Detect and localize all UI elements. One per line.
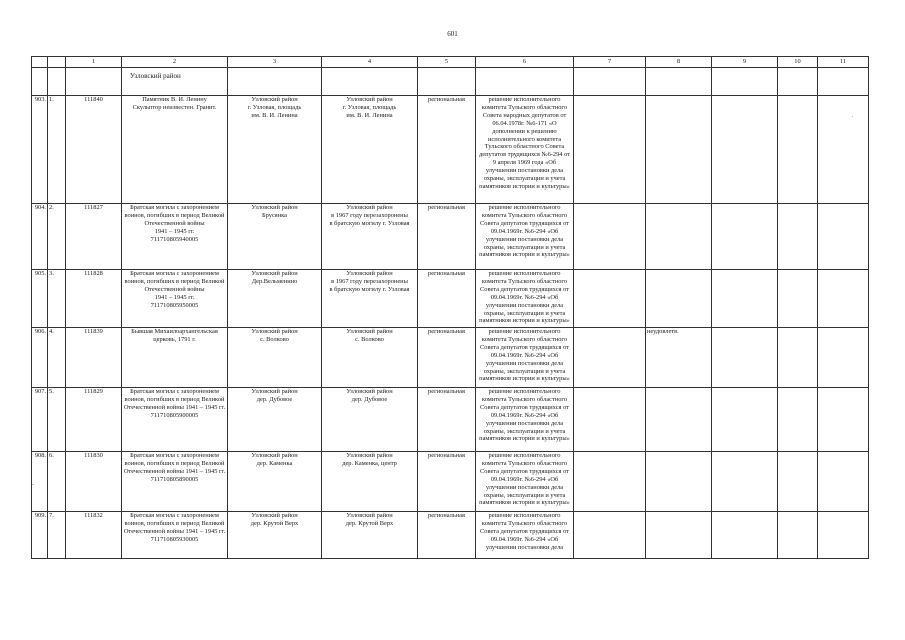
condition-note: неудовлетв. xyxy=(646,328,712,388)
legal-document: решение исполнительного комитета Тульского областного Совета народных депутатов от 06.04.1978г. №6-171 «О дополнении к решению исполнительного комитета Тульского областного Совета депутатов трудящихся №6-294 от 9 апреля 1969 года «Об улучшении постановки дела охраны, эксплуатации и учета памятников истории и культуры» xyxy=(476,96,574,204)
header-col-7: 7 xyxy=(574,57,646,68)
empty-cell xyxy=(778,96,818,204)
object-address: Узловский район с. Волково xyxy=(322,328,418,388)
empty-cell xyxy=(712,452,778,512)
empty-cell xyxy=(778,512,818,559)
empty-cell xyxy=(574,270,646,328)
object-location: Узловский район дер. Дубовое xyxy=(228,388,322,452)
object-location: Узловский район Брусянка xyxy=(228,204,322,270)
header-col-6: 6 xyxy=(476,57,574,68)
object-address: Узловский район дер. Дубовое xyxy=(322,388,418,452)
column-number-header-row xyxy=(32,57,869,68)
row-subnumber: 1. xyxy=(48,96,66,204)
register-code: 111827 xyxy=(66,204,122,270)
legal-document: решение исполнительного комитета Тульского областного Совета депутатов трудящихся от 09.04.1969г. №6-294 «Об улучшении постановки дела охраны, эксплуатации и учета памятников истории и культуры» xyxy=(476,204,574,270)
condition-note xyxy=(646,512,712,559)
margin-mark: - xyxy=(32,482,34,488)
register-code: 111829 xyxy=(66,388,122,452)
empty-cell xyxy=(712,512,778,559)
empty-cell xyxy=(778,388,818,452)
condition-note xyxy=(646,452,712,512)
object-name: Братская могила с захоронением воинов, погибших в период Великой Отечественной войны 1941 – 1945 гг. 711710805900005 xyxy=(122,388,228,452)
empty-cell xyxy=(574,512,646,559)
header-col-10: 10 xyxy=(778,57,818,68)
protection-category: региональная xyxy=(418,452,476,512)
table-row xyxy=(32,204,869,270)
row-subnumber: 2. xyxy=(48,204,66,270)
protection-category: региональная xyxy=(418,512,476,559)
object-address: Узловский район в 1967 году перезахоронены в братскую могилу г. Узловая xyxy=(322,204,418,270)
header-col-9: 9 xyxy=(712,57,778,68)
empty-cell xyxy=(778,204,818,270)
empty-cell xyxy=(818,96,869,204)
empty-cell xyxy=(574,388,646,452)
object-location: Узловский район дер. Крутой Верх xyxy=(228,512,322,559)
margin-mark: . xyxy=(852,113,854,119)
empty-cell xyxy=(574,452,646,512)
protection-category: региональная xyxy=(418,388,476,452)
row-subnumber: 4. xyxy=(48,328,66,388)
empty-cell xyxy=(712,270,778,328)
empty-cell xyxy=(778,270,818,328)
table-row xyxy=(32,96,869,204)
header-col-8: 8 xyxy=(646,57,712,68)
empty-cell xyxy=(778,328,818,388)
row-number: 903. xyxy=(32,96,48,204)
empty-cell xyxy=(712,328,778,388)
row-subnumber: 6. xyxy=(48,452,66,512)
empty-cell xyxy=(712,204,778,270)
register-code: 111839 xyxy=(66,328,122,388)
register-code: 111830 xyxy=(66,452,122,512)
district-row xyxy=(32,68,869,96)
row-number: 905. xyxy=(32,270,48,328)
table-row xyxy=(32,270,869,328)
table-row xyxy=(32,328,869,388)
protection-category: региональная xyxy=(418,204,476,270)
protection-category: региональная xyxy=(418,328,476,388)
object-address: Узловский район дер. Крутой Верх xyxy=(322,512,418,559)
condition-note xyxy=(646,388,712,452)
monuments-register-table xyxy=(31,56,869,559)
header-col-4: 4 xyxy=(322,57,418,68)
object-location: Узловский район дер. Каменка xyxy=(228,452,322,512)
object-address: Узловский район дер. Каменка, центр xyxy=(322,452,418,512)
row-subnumber: 7. xyxy=(48,512,66,559)
protection-category: региональная xyxy=(418,96,476,204)
table-row xyxy=(32,512,869,559)
register-code: 111832 xyxy=(66,512,122,559)
legal-document: решение исполнительного комитета Тульского областного Совета депутатов трудящихся от 09.04.1969г. №6-294 «Об улучшении постановки дела охраны, эксплуатации и учета памятников истории и культуры» xyxy=(476,452,574,512)
condition-note xyxy=(646,204,712,270)
object-name: Бывшая Михаилоархангельская церковь, 1791 г. xyxy=(122,328,228,388)
header-col-5: 5 xyxy=(418,57,476,68)
row-number: 906. xyxy=(32,328,48,388)
object-name: Памятник В. И. Ленину Скульптор неизвестен. Гранит. xyxy=(122,96,228,204)
condition-note xyxy=(646,270,712,328)
table-row xyxy=(32,388,869,452)
object-address: Узловский район в 1967 году перезахоронены в братскую могилу г. Узловая xyxy=(322,270,418,328)
empty-cell xyxy=(712,388,778,452)
row-number: 907. xyxy=(32,388,48,452)
legal-document: решение исполнительного комитета Тульского областного Совета депутатов трудящихся от 09.04.1969г. №6-294 «Об улучшении постановки дела охраны, эксплуатации и учета памятников истории и культуры» xyxy=(476,270,574,328)
object-name: Братская могила с захоронением воинов, погибших в период Великой Отечественной войны 1941 – 1945 гг. 711710805940005 xyxy=(122,204,228,270)
register-rows xyxy=(32,96,869,559)
header-col-11: 11 xyxy=(818,57,869,68)
object-address: Узловский район г. Узловая, площадь им. В. И. Ленина xyxy=(322,96,418,204)
row-number: 908. xyxy=(32,452,48,512)
empty-cell xyxy=(712,96,778,204)
empty-cell xyxy=(574,96,646,204)
table-row xyxy=(32,452,869,512)
object-name: Братская могила с захоронением воинов, погибших в период Великой Отечественной войны 1941 – 1945 гг. 711710805890005 xyxy=(122,452,228,512)
empty-cell xyxy=(574,328,646,388)
empty-cell xyxy=(818,270,869,328)
page-number: 601 xyxy=(447,30,458,38)
object-location: Узловский район Дер.Вельменино xyxy=(228,270,322,328)
protection-category: региональная xyxy=(418,270,476,328)
row-subnumber: 3. xyxy=(48,270,66,328)
object-location: Узловский район г. Узловая, площадь им. В. И. Ленина xyxy=(228,96,322,204)
legal-document: решение исполнительного комитета Тульского областного Совета депутатов трудящихся от 09.04.1969г. №6-294 «Об улучшении постановки дела охраны, эксплуатации и учета памятников истории и культуры» xyxy=(476,388,574,452)
row-number: 904. xyxy=(32,204,48,270)
object-name: Братская могила с захоронением воинов, погибших в период Великой Отечественной войны 1941 – 1945 гг. 711710805930005 xyxy=(122,512,228,559)
district-name: Узловский район xyxy=(122,68,228,96)
legal-document: решение исполнительного комитета Тульского областного Совета депутатов трудящихся от 09.04.1969г. №6-294 «Об улучшении постановки дела охраны, эксплуатации и учета памятников истории и культуры» xyxy=(476,328,574,388)
condition-note xyxy=(646,96,712,204)
empty-cell xyxy=(818,328,869,388)
empty-cell xyxy=(818,204,869,270)
legal-document: решение исполнительного комитета Тульского областного Совета депутатов трудящихся от 09.04.1969г. №6-294 «Об улучшении постановки дела xyxy=(476,512,574,559)
register-code: 111828 xyxy=(66,270,122,328)
empty-cell xyxy=(818,452,869,512)
register-code: 111840 xyxy=(66,96,122,204)
empty-cell xyxy=(818,512,869,559)
header-col-3: 3 xyxy=(228,57,322,68)
object-name: Братская могила с захоронением воинов, погибших в период Великой Отечественной войны 1941 – 1945 гг. 711710805950005 xyxy=(122,270,228,328)
row-subnumber: 5. xyxy=(48,388,66,452)
object-location: Узловский район с. Волково xyxy=(228,328,322,388)
empty-cell xyxy=(818,388,869,452)
empty-cell xyxy=(574,204,646,270)
header-col-2: 2 xyxy=(122,57,228,68)
row-number: 909. xyxy=(32,512,48,559)
header-col-1: 1 xyxy=(66,57,122,68)
empty-cell xyxy=(778,452,818,512)
